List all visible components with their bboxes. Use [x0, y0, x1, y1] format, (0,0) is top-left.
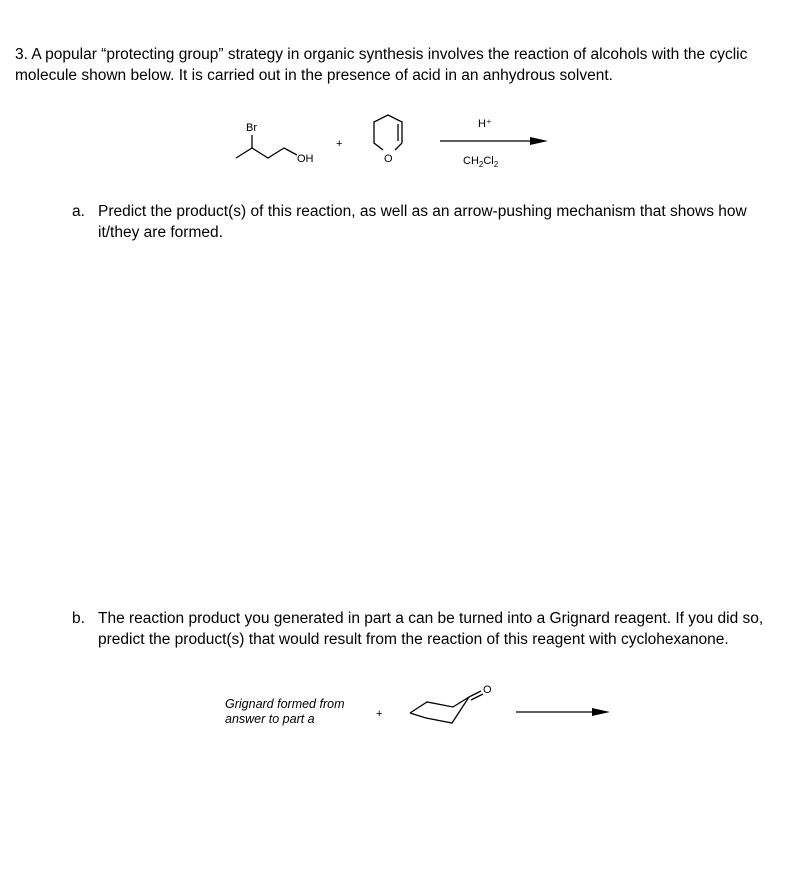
reaction-scheme-1 — [0, 0, 804, 200]
reaction-arrow-2 — [516, 708, 610, 716]
grignard-label-line1: Grignard formed from — [225, 697, 345, 711]
ring-oxygen-label: O — [384, 153, 393, 165]
part-b-label: b. — [72, 610, 85, 627]
reagent-acid: H⁺ — [478, 118, 492, 130]
part-b — [72, 608, 772, 650]
reagent-solvent: $CH_2Cl_2$ — [463, 155, 499, 169]
plus-sign-2: + — [376, 708, 383, 720]
carbonyl-oxygen-label: O — [483, 684, 492, 696]
oh-label: OH — [297, 153, 314, 165]
dihydropyran-structure — [374, 115, 402, 150]
part-a-label: a. — [72, 203, 85, 220]
part-a — [72, 201, 772, 243]
part-a-text: Predict the product(s) of this reaction, as well as an arrow-pushing mechanism that shows how it/they are formed. — [98, 203, 747, 241]
reaction-scheme-2 — [0, 650, 804, 850]
reaction-arrow-1 — [440, 137, 548, 145]
cyclohexanone-structure — [410, 691, 483, 723]
question-intro: 3. A popular “protecting group” strategy in organic synthesis involves the reaction of alcohols with the cyclic molecule shown below. It is carried out in the presence of acid in an anhydrous solvent. — [15, 46, 748, 84]
grignard-label-line2: answer to part a — [225, 712, 315, 726]
part-b-text: The reaction product you generated in part a can be turned into a Grignard reagent. If you did so, predict the product(s) that would result from the reaction of this reagent with cyclohexanone. — [98, 610, 764, 648]
plus-sign: + — [336, 138, 343, 150]
br-label: Br — [246, 122, 257, 134]
bromo-alcohol-structure — [236, 135, 297, 158]
